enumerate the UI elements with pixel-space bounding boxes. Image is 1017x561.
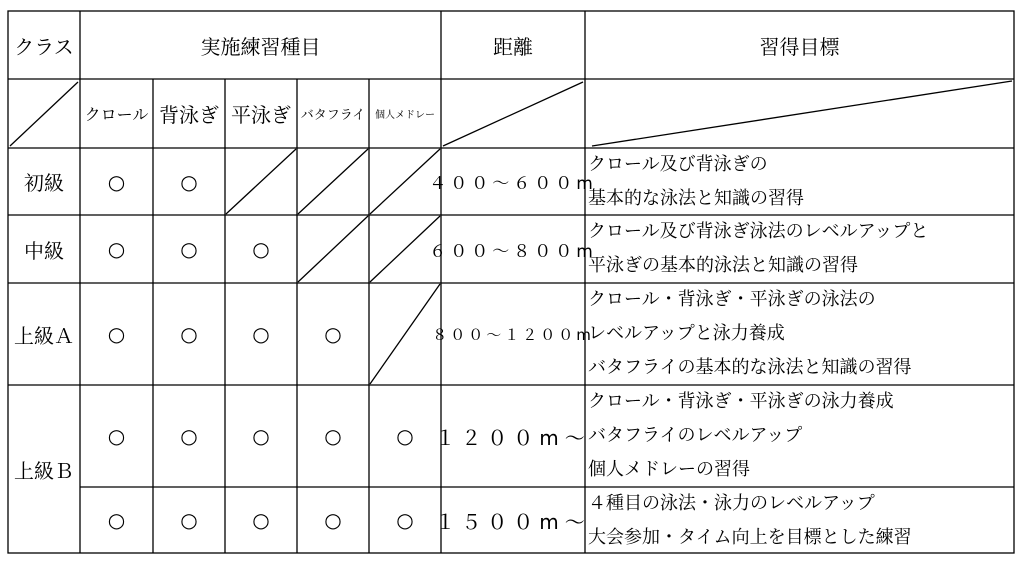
goal-line: クロール・背泳ぎ・平泳ぎの泳法の: [588, 289, 876, 310]
stroke-breaststroke: 平泳ぎ: [231, 103, 291, 127]
goal-cell: [588, 487, 1014, 553]
header-goal: 習得目標: [759, 34, 840, 59]
goal-line: クロール及び背泳ぎ泳法のレベルアップと: [588, 221, 929, 242]
mark-circle: ○: [107, 424, 126, 448]
header-class: クラス: [14, 34, 74, 59]
mark-circle: ○: [107, 169, 126, 194]
goal-line: 平泳ぎの基本的泳法と知識の習得: [588, 255, 858, 276]
class-label: 中級: [24, 238, 64, 263]
stroke-medley: 個人メドレー: [375, 110, 435, 121]
mark-circle: ○: [180, 169, 198, 194]
goal-line: クロール・背泳ぎ・平泳ぎの泳力養成: [588, 391, 894, 412]
mark-circle: ○: [180, 424, 198, 448]
distance-value: １５００m～: [435, 509, 591, 534]
distance-value: ６００～８００m: [429, 241, 597, 262]
goal-cell: [588, 215, 1014, 283]
goal-line: バタフライの基本的な泳法と知識の習得: [588, 357, 912, 378]
distance-value: １２００m～: [435, 425, 591, 450]
mark-circle: ○: [180, 237, 198, 261]
goal-cell: [588, 385, 1014, 487]
mark-circle: ○: [252, 424, 270, 448]
mark-circle: ○: [107, 322, 126, 346]
mark-circle: ○: [107, 508, 126, 532]
goal-line: ４種目の泳法・泳力のレベルアップ: [588, 493, 875, 514]
goal-line: レベルアップと泳力養成: [588, 323, 785, 344]
stroke-backstroke: 背泳ぎ: [159, 103, 219, 127]
goal-line: バタフライのレベルアップ: [588, 425, 803, 446]
mark-circle: ○: [396, 508, 414, 532]
class-label: 上級Ａ: [14, 323, 74, 348]
class-label: 上級Ｂ: [14, 458, 74, 483]
mark-circle: ○: [396, 424, 414, 448]
mark-circle: ○: [107, 237, 126, 261]
mark-circle: ○: [180, 322, 198, 346]
distance-value: ８００～１２００m: [432, 325, 594, 344]
goal-cell: [588, 283, 1014, 385]
mark-circle: ○: [252, 237, 270, 261]
header-practice: 実施練習種目: [200, 34, 321, 59]
goal-line: クロール及び背泳ぎの: [588, 154, 768, 175]
goal-cell: [588, 148, 1014, 215]
class-label: 初級: [24, 171, 64, 195]
mark-circle: ○: [324, 424, 342, 448]
goal-line: 基本的な泳法と知識の習得: [588, 188, 804, 209]
mark-circle: ○: [252, 508, 270, 532]
mark-circle: ○: [252, 322, 270, 346]
stroke-crawl: クロール: [84, 105, 149, 124]
distance-value: ４００～６００m: [429, 174, 597, 194]
goal-line: 大会参加・タイム向上を目標とした練習: [588, 527, 912, 548]
stroke-butterfly: バタフライ: [300, 108, 366, 123]
goal-line: 個人メドレーの習得: [588, 459, 750, 480]
mark-circle: ○: [324, 508, 342, 532]
mark-circle: ○: [180, 508, 198, 532]
mark-circle: ○: [324, 322, 342, 346]
header-distance: 距離: [493, 34, 533, 59]
